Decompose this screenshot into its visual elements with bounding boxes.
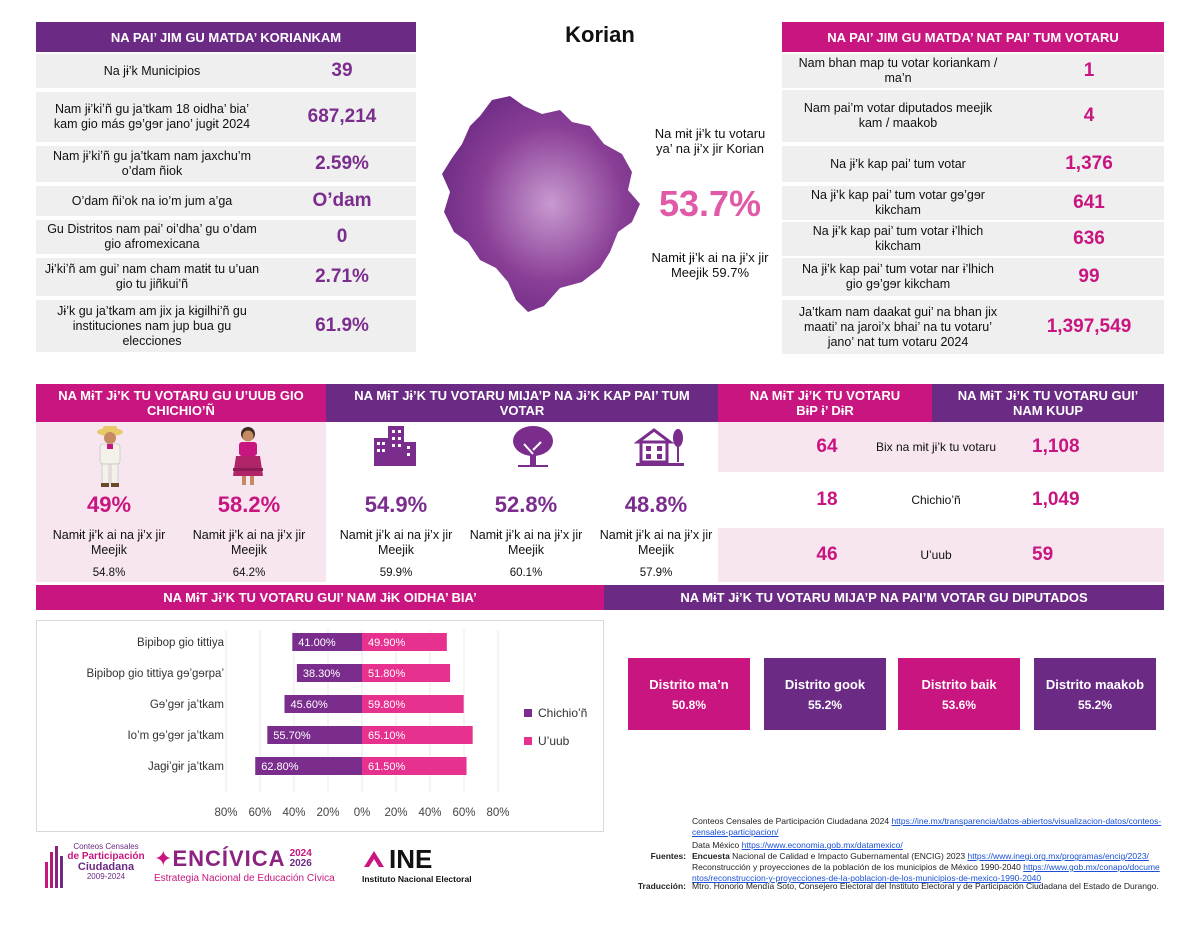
right-row-label: Na jɨ’k kap pai’ tum votar ɨ’lhich kikcham bbox=[812, 224, 984, 253]
age-row-label: Bix na mɨt jɨ’k tu votaru bbox=[875, 440, 997, 454]
district-name: Distrito ma’n bbox=[649, 676, 729, 692]
conteos-line1: Conteos Censales bbox=[73, 842, 139, 851]
left-row-value: 61.9% bbox=[315, 315, 369, 336]
left-row bbox=[36, 92, 416, 142]
age-value: 46 bbox=[816, 544, 838, 565]
traduccion-label: Traducción: bbox=[637, 881, 686, 891]
page-title: Korian bbox=[565, 22, 635, 47]
right-row bbox=[782, 54, 1164, 88]
left-row-label: Na jɨ’k Municipios bbox=[103, 63, 201, 78]
fuentes-label: Fuentes: bbox=[650, 851, 686, 861]
chart-legend-swatch bbox=[524, 709, 532, 717]
chart-data-label: 62.80% bbox=[261, 761, 299, 773]
right-row bbox=[782, 258, 1164, 296]
sex-section-header: NA MɨT Jɨ’K TU VOTARU GU U’UUB GIO CHICHIO’Ñ bbox=[36, 384, 326, 422]
left-row bbox=[36, 300, 416, 352]
age-row-label: Chichio’ñ bbox=[911, 493, 961, 507]
urban-buildings-icon bbox=[372, 424, 418, 468]
ine-logo bbox=[362, 846, 472, 886]
right-row-value: 99 bbox=[1078, 266, 1100, 287]
district-name: Distrito maakob bbox=[1045, 676, 1145, 692]
chart-data-label: 45.60% bbox=[290, 699, 328, 711]
age-chart-header: NA MɨT Jɨ’K TU VOTARU GUI’ NAM JɨK OIDHA’ BIA’ bbox=[36, 585, 604, 610]
age-count: 1,049 bbox=[1032, 489, 1080, 510]
chart-legend-swatch bbox=[524, 737, 532, 745]
chart-data-label: 38.30% bbox=[302, 668, 341, 680]
left-row-value: 2.71% bbox=[315, 266, 369, 287]
chart-tick-label: 80% bbox=[486, 807, 510, 819]
left-panel-header: NA PAI’ JIM GU MATDA’ KORIANKAM bbox=[36, 22, 416, 52]
right-row-value: 4 bbox=[1083, 105, 1095, 126]
area-pct: 52.8% bbox=[494, 492, 558, 517]
left-row-value: O’dam bbox=[312, 190, 372, 211]
traduccion-text: Mtro. Honorio Mendía Soto, Consejero Electoral del Instituto Electoral y de Participación Ciudadana del Estado de Durango. bbox=[692, 881, 1159, 891]
age-count: 59 bbox=[1032, 544, 1054, 565]
chart-data-label: 59.80% bbox=[368, 699, 406, 711]
national-turnout-label: Namɨt jɨ’k ai na jɨ’x jir Meejik 59.7% bbox=[651, 250, 769, 280]
sources-block bbox=[692, 816, 1162, 884]
age-section-header-left: NA MɨT Jɨ’K TU VOTARU BɨP ɨ’ DɨR bbox=[718, 384, 932, 422]
left-row-value: 0 bbox=[336, 226, 348, 247]
encivica-year-bottom: 2026 bbox=[289, 858, 312, 869]
right-row bbox=[782, 300, 1164, 354]
chart-category-label: Jagɨ’gɨr ja’tkam bbox=[147, 761, 224, 773]
area-national-value: 57.9% bbox=[639, 567, 673, 579]
left-row bbox=[36, 146, 416, 182]
area-pct: 48.8% bbox=[624, 492, 688, 517]
district-value: 55.2% bbox=[1077, 697, 1113, 712]
district-box bbox=[628, 658, 750, 730]
right-row bbox=[782, 222, 1164, 256]
encivica-year-top: 2024 bbox=[289, 848, 312, 859]
chart-category-label: Gɘ’gɘr ja’tkam bbox=[149, 699, 224, 711]
chart-category-label: Bipibop gio tɨttiya gɘ’gɘrpa’ bbox=[86, 668, 224, 680]
district-value: 53.6% bbox=[941, 697, 977, 712]
encivica-sub: Estrategia Nacional de Educación Cívica bbox=[154, 873, 335, 884]
rural-tree-icon bbox=[510, 424, 556, 468]
area-national-label: Namɨt jɨ’k ai na jɨ’x jir Meejik bbox=[339, 528, 453, 557]
ine-mark-icon bbox=[362, 847, 386, 871]
encivica-name: ENCÍVICA bbox=[172, 846, 286, 871]
ine-sub: Instituto Nacional Electoral bbox=[362, 874, 472, 884]
right-row-label: Na jɨ’k kap pai’ tum votar nar ɨ’lhich gio gɘ’gɘr kikcham bbox=[802, 262, 994, 291]
area-pct: 54.9% bbox=[364, 492, 428, 517]
chart-tick-label: 80% bbox=[214, 807, 238, 819]
chart-data-label: 65.10% bbox=[368, 730, 406, 742]
chart-data-label: 49.90% bbox=[368, 637, 406, 649]
right-row-value: 1,376 bbox=[1065, 153, 1113, 174]
left-row-label: Jɨ’kiʼñ am gui’ nam cham matɨt tu u’uan gio tu jiñkui’ñ bbox=[44, 262, 260, 291]
conteos-line4: 2009-2024 bbox=[86, 872, 126, 881]
source-line4: Reconstrucción y proyecciones de la población de los municipios de México 1990-2040 bbox=[692, 862, 1021, 872]
chart-category-label: Io’m gɘ’gɘr ja’tkam bbox=[127, 730, 224, 742]
district-section-header: NA MɨT Jɨ’K TU VOTARU MIJA’P NA PAI’M VOTAR GU DIPUTADOS bbox=[604, 585, 1164, 610]
right-row bbox=[782, 186, 1164, 220]
chart-data-label: 55.70% bbox=[273, 730, 311, 742]
chart-data-label: 51.80% bbox=[368, 668, 406, 680]
right-row-value: 641 bbox=[1073, 192, 1105, 213]
district-name: Distrito baik bbox=[921, 676, 997, 692]
right-row-value: 636 bbox=[1073, 228, 1105, 249]
age-row bbox=[718, 528, 1164, 582]
chart-tick-label: 40% bbox=[282, 807, 306, 819]
district-value: 50.8% bbox=[671, 697, 707, 712]
chart-tick-label: 60% bbox=[452, 807, 476, 819]
source-link4[interactable]: https://www.gob.mx/conapo/documentos/reconstruccion-y-proyecciones-de-la-poblacion-de-los-municipios-de-mexico-1990-2040 bbox=[692, 862, 1160, 883]
conteos-line3: Ciudadana bbox=[77, 861, 135, 873]
source-line3: Nacional de Calidad e Impacto Gubernamental (ENCIG) 2023 bbox=[732, 851, 966, 861]
right-row-label: Nam pai’m votar diputados meejik kam / maakob bbox=[803, 101, 993, 130]
right-row-label: Ja’tkam nam daakat gui’ na bhan jix maati’ na jaroi’x bhai’ na tu votaru’ jano’ nat tum votaru 2024 bbox=[798, 304, 998, 349]
man-icon bbox=[92, 424, 128, 488]
area-national-value: 60.1% bbox=[509, 567, 543, 579]
chart-data-label: 61.50% bbox=[368, 761, 406, 773]
district-box bbox=[898, 658, 1020, 730]
left-row bbox=[36, 258, 416, 296]
woman-icon bbox=[230, 424, 266, 488]
district-name: Distrito gook bbox=[784, 676, 866, 692]
source-line2: Data México bbox=[692, 840, 740, 850]
age-row bbox=[718, 474, 1164, 526]
chart-tick-label: 40% bbox=[418, 807, 442, 819]
chart-tick-label: 0% bbox=[353, 807, 371, 819]
right-row-value: 1 bbox=[1083, 60, 1095, 81]
right-row-value: 1,397,549 bbox=[1046, 316, 1132, 337]
chart-tick-label: 60% bbox=[248, 807, 272, 819]
left-row bbox=[36, 54, 416, 88]
left-row-value: 39 bbox=[331, 60, 353, 81]
chart-data-label: 41.00% bbox=[298, 637, 336, 649]
left-row-value: 687,214 bbox=[307, 106, 377, 127]
durango-map-icon bbox=[432, 92, 647, 317]
age-section-header-right: NA MɨT Jɨ’K TU VOTARU GUI’ NAM KUUP bbox=[932, 384, 1164, 422]
source-link1[interactable]: https://ine.mx/transparencia/datos-abiertos/visualizacion-datos/conteos-censales-participacion/ bbox=[692, 816, 1162, 837]
area-national-label: Namɨt jɨ’k ai na jɨ’x jir Meejik bbox=[469, 528, 583, 557]
right-panel-header: NA PAI’ JIM GU MATDA’ NAT PAI’ TUM VOTARU bbox=[782, 22, 1164, 52]
chart-category-label: Bipibop gio tɨttiya bbox=[137, 637, 224, 649]
sex-national-value: 64.2% bbox=[232, 567, 266, 579]
area-national-value: 59.9% bbox=[379, 567, 413, 579]
age-count: 1,108 bbox=[1032, 436, 1080, 457]
age-value: 18 bbox=[816, 489, 838, 510]
right-row-label: Na jɨ’k kap pai’ tum votar gɘ’gɘr kikcham bbox=[811, 188, 985, 217]
left-row-label: Nam jɨ’kiʼñ gu ja’tkam 18 oidha’ bia’ kam gio más gɘ’gɘr jano’ jugɨt 2024 bbox=[53, 102, 251, 131]
district-value: 55.2% bbox=[807, 697, 843, 712]
chart-tick-label: 20% bbox=[316, 807, 340, 819]
turnout-value: 53.7% bbox=[658, 183, 762, 224]
sex-pct: 49% bbox=[86, 492, 132, 517]
encivica-star-icon: ✦ bbox=[154, 846, 173, 871]
age-value: 64 bbox=[816, 436, 838, 457]
source-link2[interactable]: https://www.economia.gob.mx/datamexico/ bbox=[741, 840, 903, 850]
area-section-header: NA MɨT Jɨ’K TU VOTARU MIJA’P NA Jɨ’K KAP PAI’ TUM VOTAR bbox=[326, 384, 718, 422]
source-link3[interactable]: https://www.inegi.org.mx/programas/encig/2023/ bbox=[967, 851, 1149, 861]
right-row-label: Nam bhan map tu votar koriankam / ma’n bbox=[798, 56, 998, 85]
conteos-line2: de Participación bbox=[67, 851, 145, 862]
area-national-label: Namɨt jɨ’k ai na jɨ’x jir Meejik bbox=[599, 528, 713, 557]
chart-legend-label: U’uub bbox=[538, 734, 570, 748]
encivica-logo bbox=[154, 848, 344, 888]
left-row-label: Jɨ’k gu ja’tkam am jix ja kɨgilhi’ñ gu instituciones nam jup bua gu elecciones bbox=[57, 303, 247, 348]
district-box bbox=[1034, 658, 1156, 730]
right-row-label: Na jɨ’k kap pai’ tum votar bbox=[830, 156, 966, 171]
left-row-label: Gu Distritos nam pai’ oi’dha’ gu o’dam gio afromexicana bbox=[47, 222, 257, 251]
conteos-logo bbox=[44, 842, 144, 888]
left-row-value: 2.59% bbox=[315, 153, 369, 174]
sex-pct: 58.2% bbox=[217, 492, 281, 517]
left-row-label: O’dam ñi’ok na io’m jum a’ga bbox=[71, 193, 233, 208]
sex-national-value: 54.8% bbox=[92, 567, 126, 579]
age-chart bbox=[36, 620, 604, 832]
left-row bbox=[36, 220, 416, 254]
left-row-label: Nam jɨ’kiʼñ gu ja’tkam nam jaxchu’m o’dam ñiok bbox=[53, 149, 251, 178]
right-row bbox=[782, 90, 1164, 142]
source-line3-bold: Encuesta bbox=[692, 851, 730, 861]
ine-name: INE bbox=[389, 844, 433, 874]
source-line1: Conteos Censales de Participación Ciudadana 2024 bbox=[692, 816, 890, 826]
age-row-label: U’uub bbox=[920, 548, 952, 562]
sex-national-label: Namɨt jɨ’k ai na jɨ’x jir Meejik bbox=[192, 528, 306, 557]
district-box bbox=[764, 658, 886, 730]
left-row bbox=[36, 186, 416, 216]
age-row bbox=[718, 422, 1164, 472]
right-row bbox=[782, 146, 1164, 182]
turnout-label: Na mɨt jɨ’k tu votaru ya’ na jɨ’x jir Korian bbox=[654, 126, 766, 156]
sex-national-label: Namɨt jɨ’k ai na jɨ’x jir Meejik bbox=[52, 528, 166, 557]
chart-legend-label: Chichio’ñ bbox=[538, 706, 588, 720]
mixed-house-icon bbox=[634, 424, 686, 468]
chart-tick-label: 20% bbox=[384, 807, 408, 819]
conteos-bars-icon bbox=[44, 842, 66, 888]
